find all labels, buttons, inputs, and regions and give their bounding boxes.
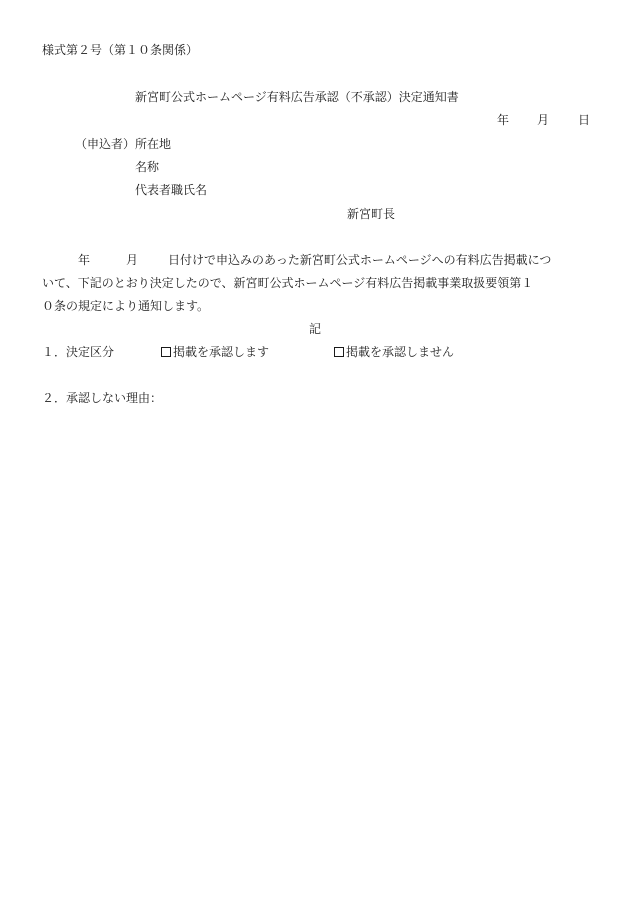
- form-number: 様式第２号（第１０条関係）: [42, 43, 199, 57]
- body-line-1-text: 日付けで申込みのあった新宮町公式ホームページへの有料広告掲載につ: [168, 253, 552, 267]
- issuer-title: 新宮町長: [347, 207, 396, 221]
- date-year-label: 年: [497, 113, 510, 127]
- reject-option-label: 掲載を承認しません: [346, 345, 455, 359]
- approve-option[interactable]: [161, 346, 269, 358]
- reject-option[interactable]: [334, 346, 454, 358]
- item-1-label: １．決定区分: [42, 345, 115, 359]
- body-paragraph-line-2: いて、下記のとおり決定したので、新宮町公式ホームページ有料広告掲載事業取扱要領第１: [42, 276, 534, 290]
- body-month-label: 月: [126, 253, 139, 267]
- document-title: 新宮町公式ホームページ有料広告承認（不承認）決定通知書: [135, 90, 459, 104]
- name-label: 名称: [135, 160, 160, 174]
- address-label: 所在地: [135, 137, 172, 151]
- item-2-label: ２．承認しない理由：: [42, 391, 163, 405]
- approve-option-label: 掲載を承認します: [173, 345, 270, 359]
- representative-label: 代表者職氏名: [135, 183, 208, 197]
- body-paragraph-line-1: [42, 254, 551, 266]
- date-day-label: 日: [578, 113, 591, 127]
- body-paragraph-line-3: ０条の規定により通知します。: [42, 299, 210, 313]
- approve-checkbox[interactable]: [161, 347, 171, 357]
- date-month-label: 月: [537, 113, 550, 127]
- applicant-label: （申込者）: [75, 137, 136, 151]
- reject-checkbox[interactable]: [334, 347, 344, 357]
- body-year-label: 年: [78, 253, 91, 267]
- ki-heading: 記: [309, 322, 322, 336]
